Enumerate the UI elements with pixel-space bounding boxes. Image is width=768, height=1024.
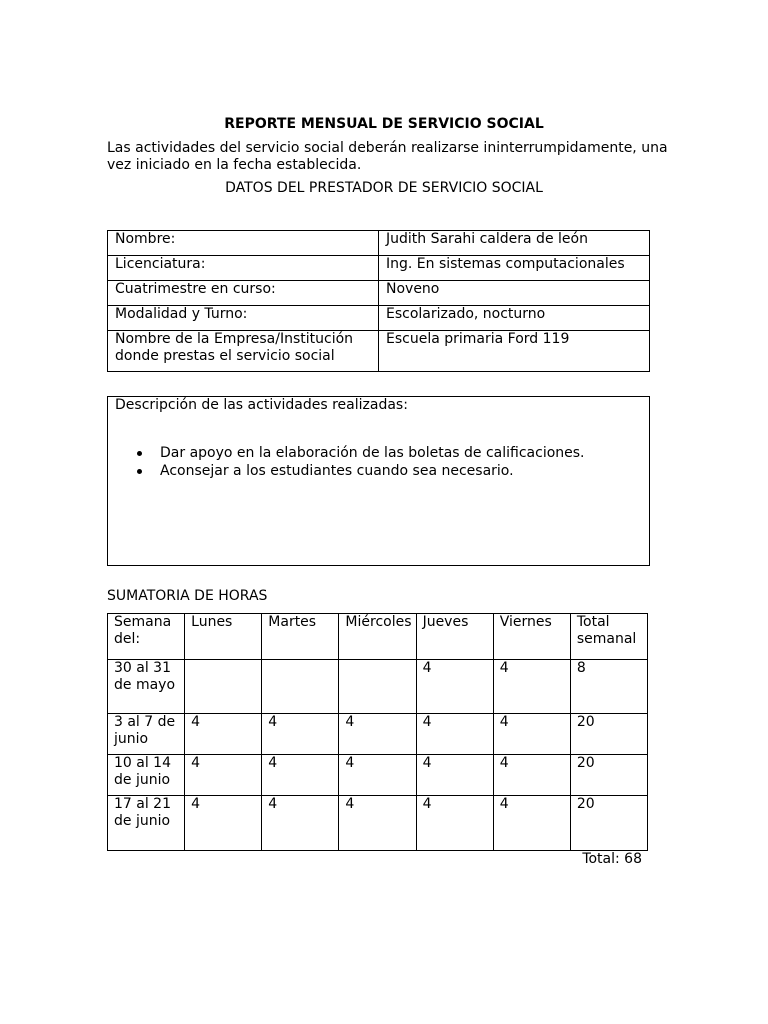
activities-label: Descripción de las actividades realizadas: (115, 397, 408, 413)
table-cell (185, 660, 262, 714)
table-cell: 8 (570, 660, 647, 714)
table-cell: 4 (493, 796, 570, 851)
column-header: Viernes (493, 614, 570, 660)
column-header: Miércoles (339, 614, 416, 660)
info-value: Noveno (379, 281, 650, 306)
table-cell: 10 al 14 de junio (108, 755, 185, 796)
table-cell: 4 (339, 755, 416, 796)
table-cell: 4 (185, 796, 262, 851)
table-cell: 4 (493, 714, 570, 755)
table-cell (262, 660, 339, 714)
table-cell: 20 (570, 755, 647, 796)
info-label: Nombre: (108, 231, 379, 256)
table-cell: 4 (262, 755, 339, 796)
provider-info-table (107, 230, 650, 372)
table-cell: 4 (416, 755, 493, 796)
info-row-term (108, 281, 650, 306)
list-item: Dar apoyo en la elaboración de las boletas de calificaciones. (134, 445, 585, 462)
info-value: Escolarizado, nocturno (379, 306, 650, 331)
table-row (108, 755, 648, 796)
info-label: Cuatrimestre en curso: (108, 281, 379, 306)
hours-section-label: SUMATORIA DE HORAS (107, 588, 268, 604)
table-cell: 3 al 7 de junio (108, 714, 185, 755)
column-header: Semana del: (108, 614, 185, 660)
table-cell (339, 660, 416, 714)
table-cell: 4 (339, 714, 416, 755)
table-header-row (108, 614, 648, 660)
info-label: Modalidad y Turno: (108, 306, 379, 331)
report-title: REPORTE MENSUAL DE SERVICIO SOCIAL (224, 116, 544, 132)
column-header: Lunes (185, 614, 262, 660)
intro-paragraph: Las actividades del servicio social deberán realizarse ininterrumpidamente, una vez iniciado en la fecha establecida. (107, 140, 668, 173)
list-item: Aconsejar a los estudiantes cuando sea necesario. (134, 463, 585, 480)
table-cell: 4 (493, 660, 570, 714)
table-row (108, 714, 648, 755)
table-cell: 4 (416, 714, 493, 755)
table-cell: 4 (339, 796, 416, 851)
table-cell: 4 (416, 796, 493, 851)
info-row-degree (108, 256, 650, 281)
table-cell: 4 (185, 755, 262, 796)
table-cell: 30 al 31 de mayo (108, 660, 185, 714)
table-cell: 4 (416, 660, 493, 714)
column-header: Martes (262, 614, 339, 660)
info-value: Escuela primaria Ford 119 (379, 331, 650, 372)
info-label: Nombre de la Empresa/Institución donde prestas el servicio social (108, 331, 379, 372)
table-cell: 17 al 21 de junio (108, 796, 185, 851)
info-row-institution (108, 331, 650, 372)
hours-total: Total: 68 (582, 851, 642, 867)
activities-list (134, 445, 585, 481)
table-row (108, 796, 648, 851)
column-header: Jueves (416, 614, 493, 660)
table-cell: 20 (570, 714, 647, 755)
info-row-name (108, 231, 650, 256)
info-value: Ing. En sistemas computacionales (379, 256, 650, 281)
info-row-modality (108, 306, 650, 331)
table-cell: 4 (493, 755, 570, 796)
table-row (108, 660, 648, 714)
info-label: Licenciatura: (108, 256, 379, 281)
table-cell: 4 (262, 714, 339, 755)
column-header: Total semanal (570, 614, 647, 660)
activities-box (107, 396, 650, 566)
hours-table (107, 613, 648, 851)
table-cell: 4 (185, 714, 262, 755)
table-cell: 4 (262, 796, 339, 851)
info-value: Judith Sarahi caldera de león (379, 231, 650, 256)
table-cell: 20 (570, 796, 647, 851)
section-subtitle: DATOS DEL PRESTADOR DE SERVICIO SOCIAL (225, 180, 543, 196)
